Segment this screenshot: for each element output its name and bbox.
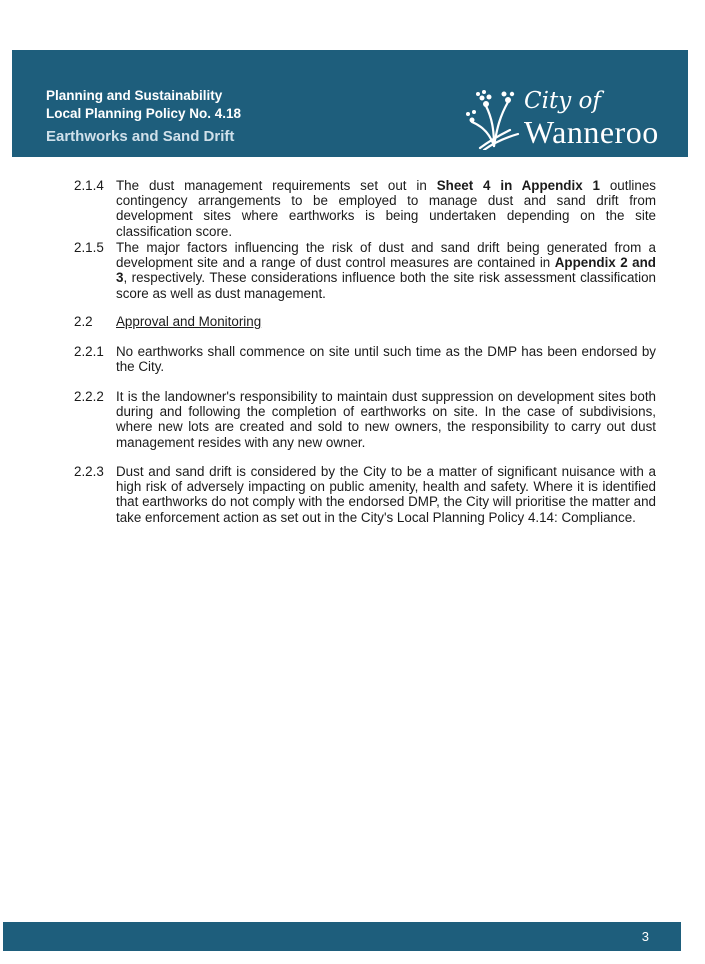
kangaroo-paw-icon (464, 88, 522, 150)
clause-text: It is the landowner's responsibility to maintain dust suppression on development sites both during and following the completion of earthworks on site. In the case of subdivisions, where new lots are created and sold to new owners, the responsibility to carry out dust management resides with any new owner. (116, 389, 656, 450)
footer-banner (3, 922, 681, 951)
header-policy-number: Local Planning Policy No. 4.18 (46, 106, 242, 121)
clause-text: The major factors influencing the risk of dust and sand drift being generated from a development site and a range of dust control measures are contained in Appendix 2 and 3, respectively. These considerations influence both the site risk assessment classification score as well as dust management. (116, 240, 656, 301)
section-heading: Approval and Monitoring (116, 314, 262, 329)
clause-number: 2.2.1 (74, 344, 104, 359)
header-department: Planning and Sustainability (46, 88, 223, 103)
city-logo (464, 88, 684, 150)
logo-city-of: City of (524, 88, 601, 114)
logo-wanneroo: Wanneroo (524, 114, 659, 150)
clause-number: 2.2.2 (74, 389, 104, 404)
clause-text: Dust and sand drift is considered by the City to be a matter of significant nuisance with a high risk of adversely impacting on public amenity, health and safety. Where it is identified that earthworks do not comply with the endorsed DMP, the City will prioritise the matter and take enforcement action as set out in the City's Local Planning Policy 4.14: Compliance. (116, 464, 656, 525)
page-number: 3 (641, 929, 649, 944)
clause-number: 2.1.5 (74, 240, 104, 255)
section-number: 2.2 (74, 314, 93, 329)
clause-text: No earthworks shall commence on site until such time as the DMP has been endorsed by the City. (116, 344, 656, 375)
clause-text: The dust management requirements set out in Sheet 4 in Appendix 1 outlines contingency arrangements to be employed to manage dust and sand drift from development sites where earthworks is being undertaken depending on the site classification score. (116, 178, 656, 239)
clause-number: 2.1.4 (74, 178, 104, 193)
header-banner (12, 50, 688, 157)
clause-number: 2.2.3 (74, 464, 104, 479)
header-policy-title: Earthworks and Sand Drift (46, 128, 235, 145)
